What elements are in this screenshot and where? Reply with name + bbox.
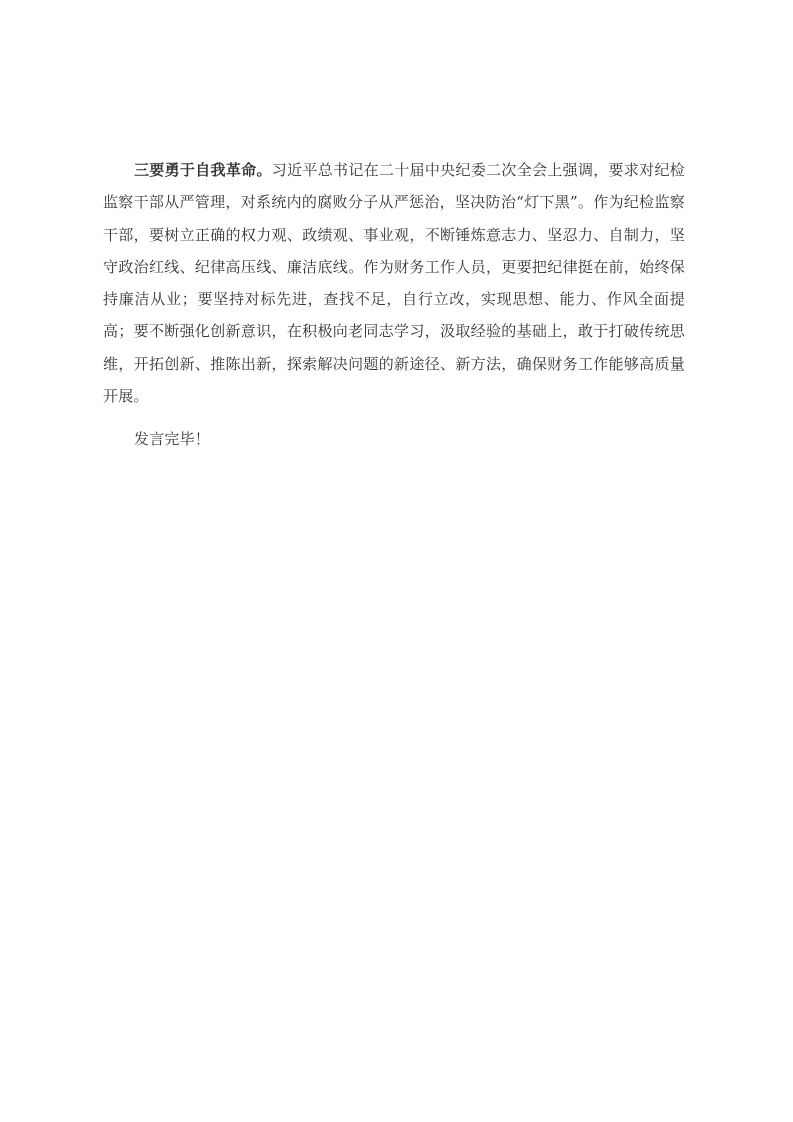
paragraph-body-text: 习近平总书记在二十届中央纪委二次全会上强调，要求对纪检监察干部从严管理，对系统内的腐败分子从严惩治，坚决防治“灯下黑”。作为纪检监察干部，要树立正确的权力观、政绩观、事业观，不断锤炼意志力、坚忍力、自制力，坚守政治红线、纪律高压线、廉洁底线。作为财务工作人员，更要把纪律挺在前，始终保持廉洁从业；要坚持对标先进，查找不足，自行立改，实现思想、能力、作风全面提高；要不断强化创新意识，在积极向老同志学习，汲取经验的基础上，敢于打破传统思维，开拓创新、推陈出新，探索解决问题的新途径、新方法，确保财务工作能够高质量开展。 [103, 161, 685, 406]
paragraph-lead-heading: 三要勇于自我革命。 [134, 161, 272, 179]
closing-remark: 发言完毕！ [134, 430, 211, 449]
paragraph-self-revolution [103, 154, 685, 412]
document-body [103, 154, 685, 456]
